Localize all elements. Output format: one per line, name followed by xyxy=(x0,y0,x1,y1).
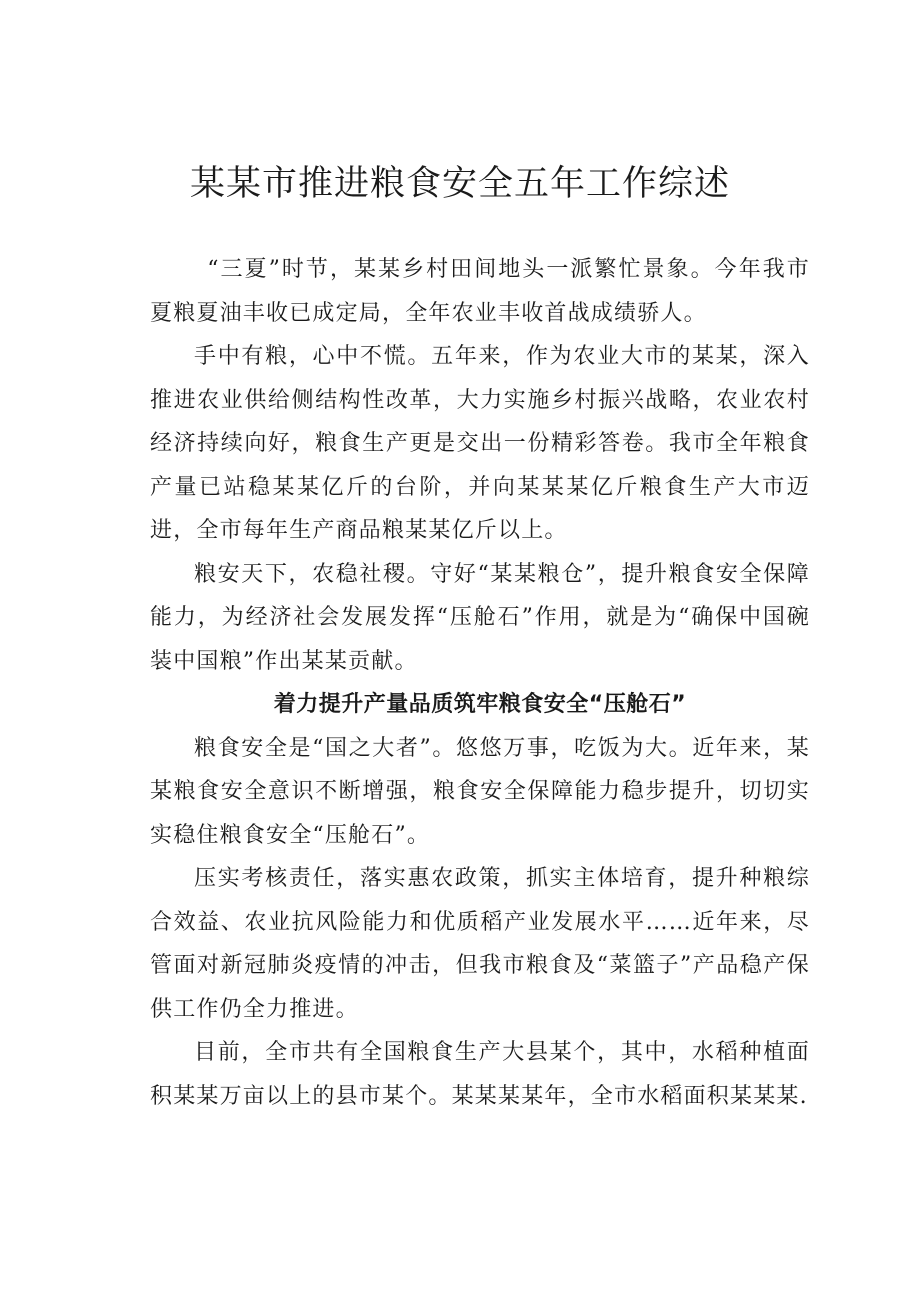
paragraph-intro: “三夏”时节，某某乡村田间地头一派繁忙景象。今年我市夏粮夏油丰收已成定局，全年农业丰收首战成绩骄人。 xyxy=(150,257,810,326)
paragraph-grain-security: 粮安天下，农稳社稷。守好“某某粮仓”，提升粮食安全保障能力，为经济社会发展发挥“压舱石”作用，就是为“确保中国碗装中国粮”作出某某贡献。 xyxy=(150,561,810,674)
paragraph-current-status: 目前，全市共有全国粮食生产大县某个，其中，水稻种植面积某某万亩以上的县市某个。某某某某年，全市水稻面积某某某. xyxy=(150,1040,810,1109)
document-title: 某某市推进粮食安全五年工作综述 xyxy=(189,164,730,204)
document-body xyxy=(150,248,810,1118)
paragraph-grain-output: 手中有粮，心中不慌。五年来，作为农业大市的某某，深入推进农业供给侧结构性改革，大力实施乡村振兴战略，农业农村经济持续向好，粮食生产更是交出一份精彩答卷。我市全年粮食产量已站稳某某亿斤的台阶，并向某某某亿斤粮食生产大市迈进，全市每年生产商品粮某某亿斤以上。 xyxy=(150,344,810,543)
paragraph-policy-measures: 压实考核责任，落实惠农政策，抓实主体培育，提升种粮综合效益、农业抗风险能力和优质稻产业发展水平……近年来，尽管面对新冠肺炎疫情的冲击，但我市粮食及“菜篮子”产品稳产保供工作仍全力推进。 xyxy=(150,866,810,1022)
paragraph-national-priority: 粮食安全是“国之大者”。悠悠万事，吃饭为大。近年来，某某粮食安全意识不断增强，粮食安全保障能力稳步提升，切切实实稳住粮食安全“压舱石”。 xyxy=(150,735,810,848)
section-heading: 着力提升产量品质筑牢粮食安全“压舱石” xyxy=(273,692,687,717)
